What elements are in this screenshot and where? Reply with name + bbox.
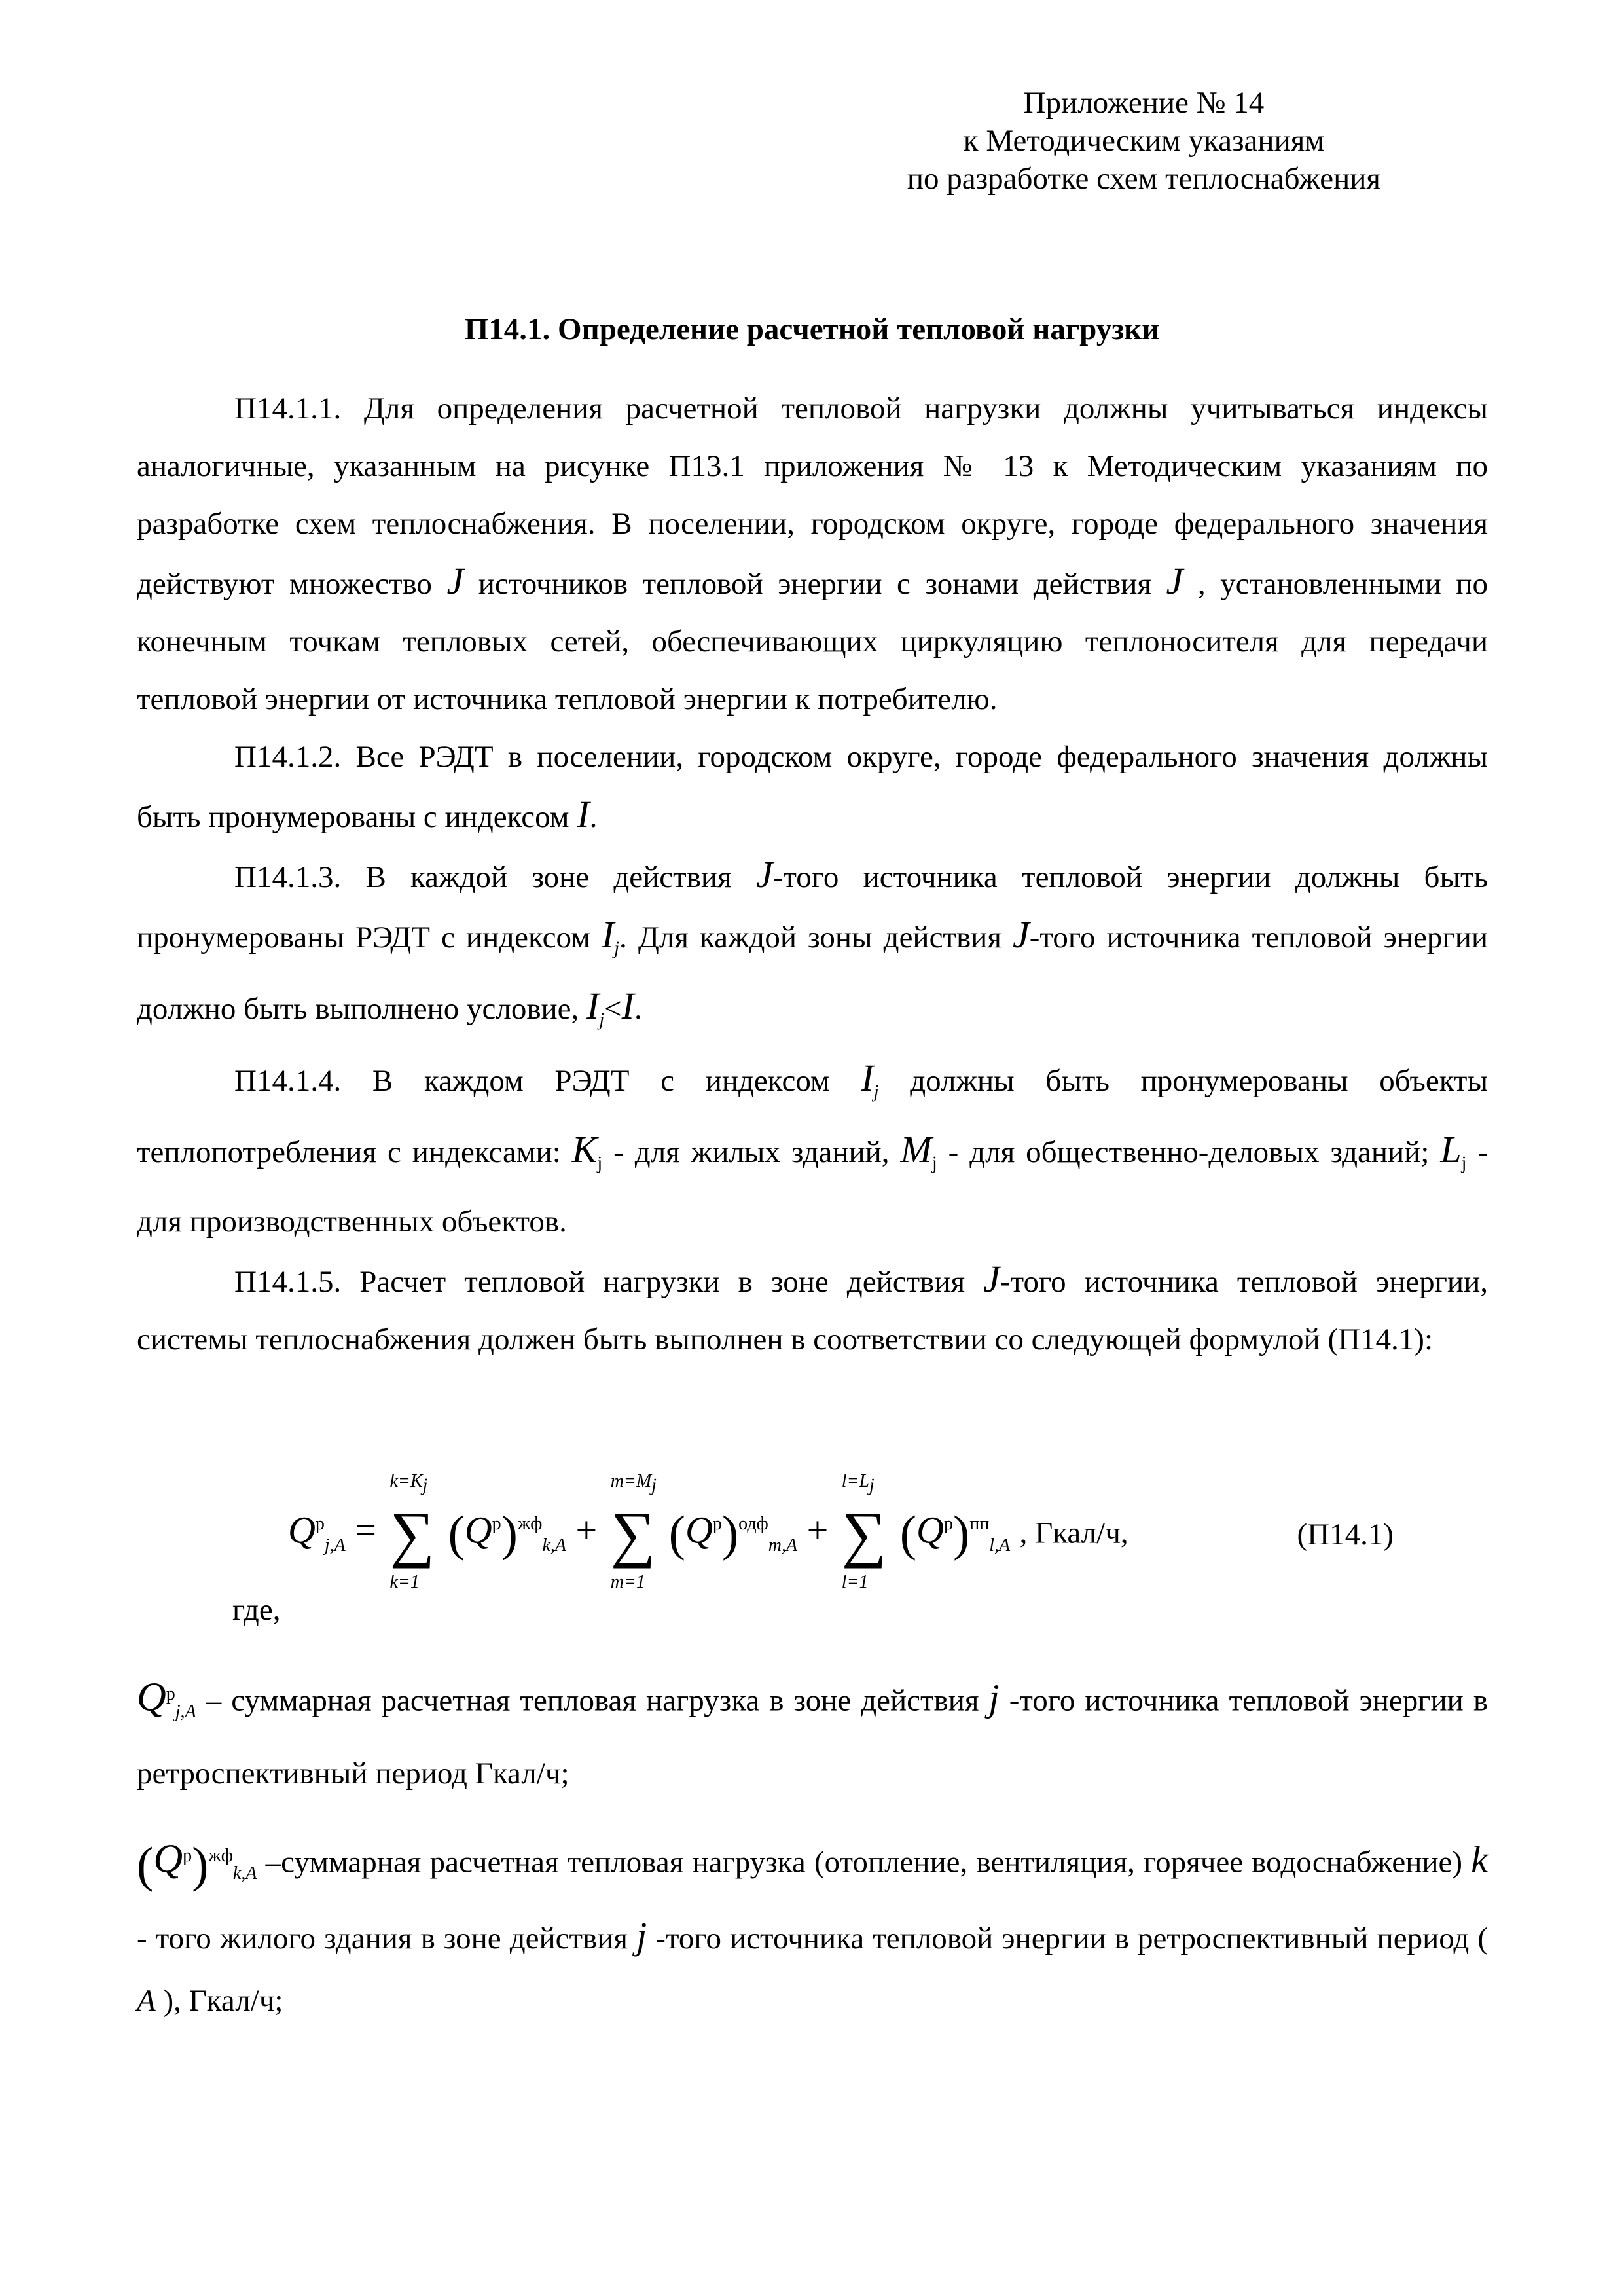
definition-residential-load: $(Q^р)^{жф}_{k,A}$ –суммарная расчетная тепловая нагрузка (отопление, вентиляция, горячее водоснабжение) k - того жилого здания в зоне действия j -того источника тепловой энергии в ретроспективный период ( A ), Гкал/ч; bbox=[137, 1836, 1489, 2018]
symbol-I: I bbox=[586, 985, 600, 1028]
sum-industrial: ∑ $l=L_j$ l=1 bbox=[841, 1471, 887, 1592]
definition-total-load: $Q^р_{j,A}$ – суммарная расчетная тепловая нагрузка в зоне действия j -того источника тепловой энергии в ретроспективный период Гкал/ч; bbox=[137, 1675, 1489, 1791]
annex-header bbox=[907, 84, 1380, 198]
symbol-J: J bbox=[1013, 913, 1030, 956]
symbol-I: I bbox=[577, 793, 590, 835]
section-heading: П14.1. Определение расчетной тепловой нагрузки bbox=[464, 312, 1160, 346]
annex-line-1: Приложение № 14 bbox=[1023, 86, 1265, 120]
formula-number: (П14.1) bbox=[1297, 1518, 1394, 1552]
body-text bbox=[137, 380, 1488, 1368]
symbol-I: I bbox=[601, 913, 615, 956]
symbol-J: J bbox=[1166, 560, 1183, 602]
symbol-M: M bbox=[900, 1128, 932, 1171]
symbol-K: K bbox=[571, 1128, 598, 1171]
sum-public: ∑ $m=M_j$ m=1 bbox=[610, 1471, 657, 1592]
paragraph-3: П14.1.3. В каждой зоне действия J-того источника тепловой энергии должны быть пронумерованы РЭДТ с индексом $I_j$. Для каждой зоны действия J-того источника тепловой энергии должно быть выполнено условие, $I_j<I$. bbox=[137, 853, 1489, 1030]
where-label: где, bbox=[232, 1593, 281, 1627]
paragraph-5: П14.1.5. Расчет тепловой нагрузки в зоне действия J-того источника тепловой энергии, системы теплоснабжения должен быть выполнен в соответствии со следующей формулой (П14.1): bbox=[137, 1257, 1488, 1357]
symbol-L: L bbox=[1440, 1128, 1462, 1171]
paragraph-4: П14.1.4. В каждом РЭДТ с индексом $I_j$ должны быть пронумерованы объекты теплопотребления с индексами: $K_j$ - для жилых зданий, $M_j$ - для общественно-деловых зданий; $L_j$ - для производственных объектов. bbox=[137, 1056, 1489, 1239]
paragraph-1: П14.1.1. Для определения расчетной тепловой нагрузки должны учитываться индексы аналогичные, указанным на рисунке П13.1 приложения № 13 к Методическим указаниям по разработке схем теплоснабжения. В поселении, городском округе, городе федерального значения действуют множество J источников тепловой энергии с зонами действия J , установленными по конечным точкам тепловых сетей, обеспечивающих циркуляцию теплоносителя для передачи тепловой энергии от источника тепловой энергии к потребителю. bbox=[137, 392, 1489, 716]
symbol-J: J bbox=[755, 853, 773, 896]
symbol-J: J bbox=[446, 560, 464, 602]
definitions bbox=[137, 1663, 1488, 2052]
paragraph-2: П14.1.2. Все РЭДТ в поселении, городском округе, городе федерального значения должны быть пронумерованы с индексом I. bbox=[137, 740, 1488, 835]
formula-expression: $Q^р_{j,A}$ = ∑ $k=K_j$ k=1 $(Q^р)^{жф}_{k,A}$ + ∑ $m=M_j$ m=1 $(Q^р)^{одф}_{m,A}$ + ∑ $l=L_j$ l=1 $(Q^р)^{пп}_{l,A}$ , Гкал/ч, bbox=[288, 1471, 1128, 1592]
symbol-I: I bbox=[861, 1056, 874, 1099]
symbol-I: I bbox=[621, 985, 634, 1028]
sum-residential: ∑ $k=K_j$ k=1 bbox=[389, 1471, 435, 1592]
annex-line-2: к Методическим указаниям bbox=[963, 124, 1325, 158]
annex-line-3: по разработке схем теплоснабжения bbox=[907, 162, 1380, 196]
formula-p14-1 bbox=[0, 1457, 1624, 1607]
symbol-J: J bbox=[983, 1257, 1000, 1300]
